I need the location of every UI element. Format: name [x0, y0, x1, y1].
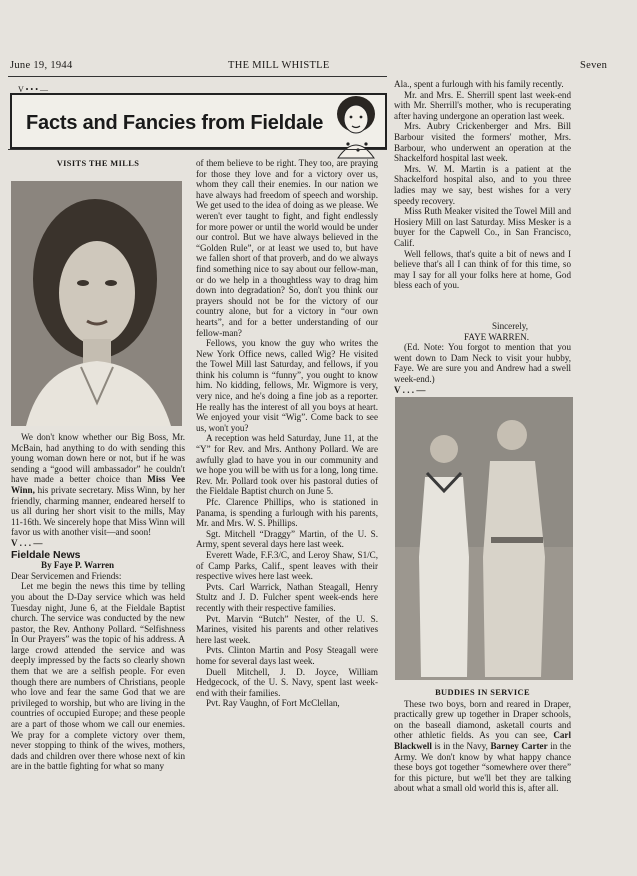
column-three-paragraph: Well fellows, that's quite a bit of news and I believe that's all I can think of for this time, so may I say for all your folks here at home, God bless each of you. — [394, 248, 571, 291]
column-three-paragraph: Mr. and Mrs. E. Sherrill spent last week-end with Mr. Sherrill's mother, who is recuperating after having undergone an operation last week. — [394, 89, 571, 121]
buddies-photo — [395, 397, 573, 680]
column-two-paragraph: Pvt. Ray Vaughn, of Fort McClellan, — [206, 698, 340, 709]
news-paragraph-1: Let me begin the news this time by telling you about the D-Day service which was held Tuesday night, June 6, at the Fieldale Baptist church. The service was conducted by the new pastor, the Rev. Anthony Pollard. “Selfishness In Our Prayers” was the topic of his address. A large crowd attended the service and was deeply impressed by the facts so clearly shown them that we are a selfish people. For even though there are numbers of Christians, people who love and fear the same God that we are privileged to worship, but who are living in the countries of occupied Europe; and these people are a part of those whom we call our enemies. We pray for a complete victory over them, never stopping to think of the wives, mothers, dads and children over there whose next of kin are in the battle fighting for what so many — [11, 581, 185, 772]
visits-name: Miss Vee Winn, — [11, 474, 185, 495]
news-salutation: Dear Servicemen and Friends: — [11, 570, 122, 581]
miss-vee-winn-photo — [11, 181, 182, 426]
column-three-paragraph: Miss Ruth Meaker visited the Towel Mill and Hosiery Mill on last Saturday. Miss Mesker is a buyer for the Capwell Co., in San Francisco, Calif. — [394, 206, 571, 248]
buddies-name-1: Carl Blackwell — [394, 730, 571, 751]
visits-heading: VISITS THE MILLS — [56, 159, 140, 168]
news-byline: By Faye P. Warren — [41, 560, 115, 571]
column-three-paragraph: Mrs. Aubry Crickenberger and Mrs. Bill Barbour visited the formers' mother, Mrs. Barbour, who underwent an operation at the Shackelford hospital last week. — [394, 121, 571, 164]
visits-article — [11, 432, 185, 772]
news-heading: Fieldale News — [11, 548, 81, 561]
editor-note: (Ed. Note: You forgot to mention that you went down to Dam Neck to visit your hubby, Faye. We are sure you and Andrew had a swell week-end.) — [394, 342, 571, 384]
column-two-paragraph: Everett Wade, F.F.3/C, and Leroy Shaw, S1/C, of Camp Parks, Calif., spent leaves with their respective wives here last week. — [196, 549, 378, 582]
buddies-text-pre: These two boys, born and reared in Draper, practically grew up together in Draper schools, on the baseall diamond, asketall courts and other athletic fields. As you can see, — [394, 698, 571, 741]
signoff-name: FAYE WARREN. — [464, 331, 530, 342]
page-number: Seven — [580, 60, 608, 71]
signoff-closing: Sincerely, — [492, 321, 529, 331]
visits-sign: V . . . — — [11, 537, 43, 548]
column-three — [394, 79, 571, 291]
issue-date: June 19, 1944 — [10, 60, 73, 71]
column-two-paragraph: Duell Mitchell, J. D. Joyce, William Hedgecock, of the U. S. Navy, spent last week-end with their families. — [196, 666, 378, 698]
visits-text-post: his private secretary. Miss Winn, by her friendly, charming manner, endeared herself to us all during her short visit to the mills, May 11-16th. We sincerely hope that Miss Winn will favor us with another visit—and soon! — [11, 484, 185, 538]
column-two — [196, 158, 378, 709]
column-two-paragraph: Pvts. Carl Warrick, Nathan Steagall, Henry Stultz and J. D. Fulcher spent week-ends here recently with their respective families. — [196, 581, 378, 613]
column-two-paragraph: Fellows, you know the guy who writes the New York Office news, called Wig? He visited the Towel Mill last Saturday, and fellows, if you think his column is “funny”, you ought to know him. No kidding, fellows, Mr. Wigmore is very, very nice, and he's doing a fine job as a reporter. He really has the interest of all you boys at heart. We enjoyed your visit “Wig”. Come back to see us, won't you? — [196, 338, 378, 433]
column-three-paragraph: Mrs. W. M. Martin is a patient at the Shackelford hospital also, and to you three ladies may we say, best wishes for a very speedy recovery. — [394, 163, 571, 206]
signoff-mark: V . . . — — [394, 384, 426, 395]
paper-title: THE MILL WHISTLE — [228, 60, 330, 71]
visits-text-pre: We don't know whether our Big Boss, Mr. McBain, had anything to do with sending this young woman down here or not, but if he was sending a “good will ambassador” he couldn't have made a better choice than — [11, 432, 185, 485]
banner-rule — [8, 149, 387, 150]
visits-text — [11, 432, 185, 538]
column-two-paragraph: Pvt. Marvin “Butch” Nester, of the U. S. Marines, visited his parents and other relatives here last week. — [196, 613, 378, 645]
section-title: Facts and Fancies from Fieldale — [26, 112, 324, 134]
column-two-paragraph: Sgt. Mitchell “Draggy” Martin, of the U. S. Army, spent several days here last week. — [196, 528, 378, 550]
buddies-text-mid: is in the Navy, — [431, 740, 491, 751]
visits-heading-wrap — [11, 159, 185, 170]
column-two-paragraph: Pvts. Clinton Martin and Posy Steagall were home for several days last week. — [196, 645, 378, 666]
buddies-heading: BUDDIES IN SERVICE — [435, 688, 530, 697]
header-rule — [8, 76, 387, 77]
column-two-paragraph: A reception was held Saturday, June 11, at the “Y” for Rev. and Mrs. Anthony Pollard. We are awfully glad to have you in our community and we hope you will be with us for a long, long time. Rev. Mr. Pollard took over his pastoral duties of the Fieldale Baptist church on June 5. — [196, 433, 378, 497]
signoff-block — [394, 321, 571, 395]
column-two-paragraph: of them believe to be right. They too, are praying for those they love and for a victory over us, whom they call their enemies. In our nation we have always had freedom of speech and worship. We get used to the idea of doing as we please. We weren't ever taught to fight, and fight endlessly for more power or until the world would be under our control. But we have always believed in the “Golden Rule”, or at least we used to, but have we fallen short of that proverb, and do we always find something nice to say about our fellow-man, or do we help in a thoughtless way to drag him down into degradation? So, don't you think our prayers should not be for the victory of our country alone, but for a victory in “our own hearts”, and for a better understanding of our fellow-man? — [196, 158, 378, 338]
buddies-name-2: Barney Carter — [490, 740, 548, 751]
buddies-text-post: in the Army. We don't know by what happy chance these boys got together “somewhere over there” for this picture, but we'll bet they are talking about what a small old world this is, after all. — [394, 740, 571, 794]
column-three-paragraph: Ala., spent a furlough with his family recently. — [394, 79, 564, 89]
banner-mark: V • • • — — [18, 85, 49, 94]
buddies-text — [394, 699, 571, 794]
buddies-article — [394, 688, 571, 794]
column-two-paragraph: Pfc. Clarence Phillips, who is stationed in Panama, is spending a furlough with his parents, Mr. and Mrs. W. S. Phillips. — [196, 497, 378, 529]
